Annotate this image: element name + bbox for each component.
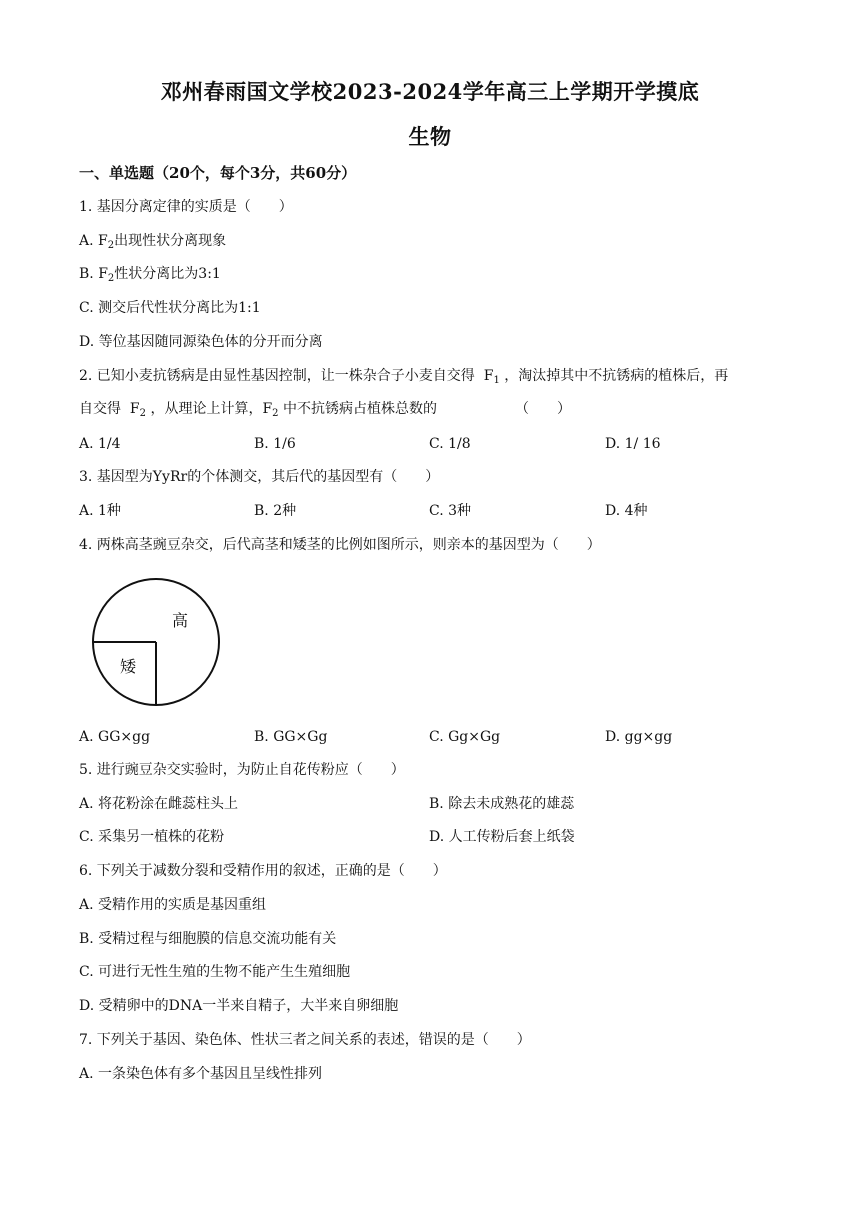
question-5-stem: 5. 进行豌豆杂交实验时，为防止自花传粉应（ ）	[79, 762, 405, 778]
tall-short-ratio-figure	[90, 576, 222, 708]
question-6-option-c: C. 可进行无性生殖的生物不能产生生殖细胞	[79, 964, 351, 980]
question-1-option-d: D. 等位基因随同源染色体的分开而分离	[79, 334, 323, 350]
question-1-option-a: A. $F_2$出现性状分离现象	[79, 233, 227, 251]
question-2-stem-line2: 自交得 $F_2$ ，从理论上计算，$F_2$ 中不抗锈病占植株总数的 （ ）	[79, 401, 571, 419]
question-7-stem: 7. 下列关于基因、染色体、性状三者之间关系的表述，错误的是（ ）	[79, 1032, 531, 1048]
label-tall: 高	[172, 611, 189, 630]
question-6-option-a: A. 受精作用的实质是基因重组	[79, 897, 267, 913]
question-3-option-a: A. 1种	[79, 503, 121, 519]
question-7-option-a: A. 一条染色体有多个基因且呈线性排列	[79, 1066, 323, 1082]
exam-title: 邓州春雨国文学校2023-2024学年高三上学期开学摸底	[160, 79, 700, 104]
question-5-option-c: C. 采集另一植株的花粉	[79, 829, 225, 845]
question-1-option-b: B. $F_2$性状分离比为3:1	[79, 266, 221, 284]
question-4-option-b: B. GG×Gg	[254, 729, 328, 745]
question-2-option-c: C. 1/8	[429, 436, 471, 452]
question-4-option-c: C. Gg×Gg	[429, 729, 501, 745]
section-heading: 一、单选题（20个，每个3分，共60分）	[79, 164, 357, 182]
question-1-option-c: C. 测交后代性状分离比为1:1	[79, 300, 261, 316]
question-5-option-a: A. 将花粉涂在雌蕊柱头上	[79, 796, 239, 812]
question-2-option-b: B. 1/6	[254, 436, 296, 452]
question-3-option-d: D. 4种	[605, 503, 648, 519]
question-6-option-d: D. 受精卵中的DNA一半来自精子，大半来自卵细胞	[79, 998, 399, 1014]
question-3-stem: 3. 基因型为YyRr的个体测交，其后代的基因型有（ ）	[79, 469, 440, 485]
question-5-option-b: B. 除去未成熟花的雄蕊	[429, 796, 575, 812]
question-2-option-d: D. 1/ 16	[605, 436, 661, 452]
question-4-option-d: D. gg×gg	[605, 729, 673, 745]
question-3-option-b: B. 2种	[254, 503, 297, 519]
question-4-option-a: A. GG×gg	[79, 729, 151, 745]
question-6-stem: 6. 下列关于减数分裂和受精作用的叙述，正确的是（ ）	[79, 863, 447, 879]
question-4-stem: 4. 两株高茎豌豆杂交，后代高茎和矮茎的比例如图所示，则亲本的基因型为（ ）	[79, 537, 601, 553]
subject-title: 生物	[408, 124, 452, 149]
question-3-option-c: C. 3种	[429, 503, 472, 519]
question-2-stem-line1: 2. 已知小麦抗锈病是由显性基因控制，让一株杂合子小麦自交得 $F_1$ ，淘汰掉其中不抗锈病的植株后，再	[79, 368, 729, 386]
question-5-option-d: D. 人工传粉后套上纸袋	[429, 829, 575, 845]
question-6-option-b: B. 受精过程与细胞膜的信息交流功能有关	[79, 931, 337, 947]
question-2-option-a: A. 1/4	[79, 436, 121, 452]
question-1-stem: 1. 基因分离定律的实质是（ ）	[79, 199, 293, 215]
label-short: 矮	[120, 657, 137, 676]
